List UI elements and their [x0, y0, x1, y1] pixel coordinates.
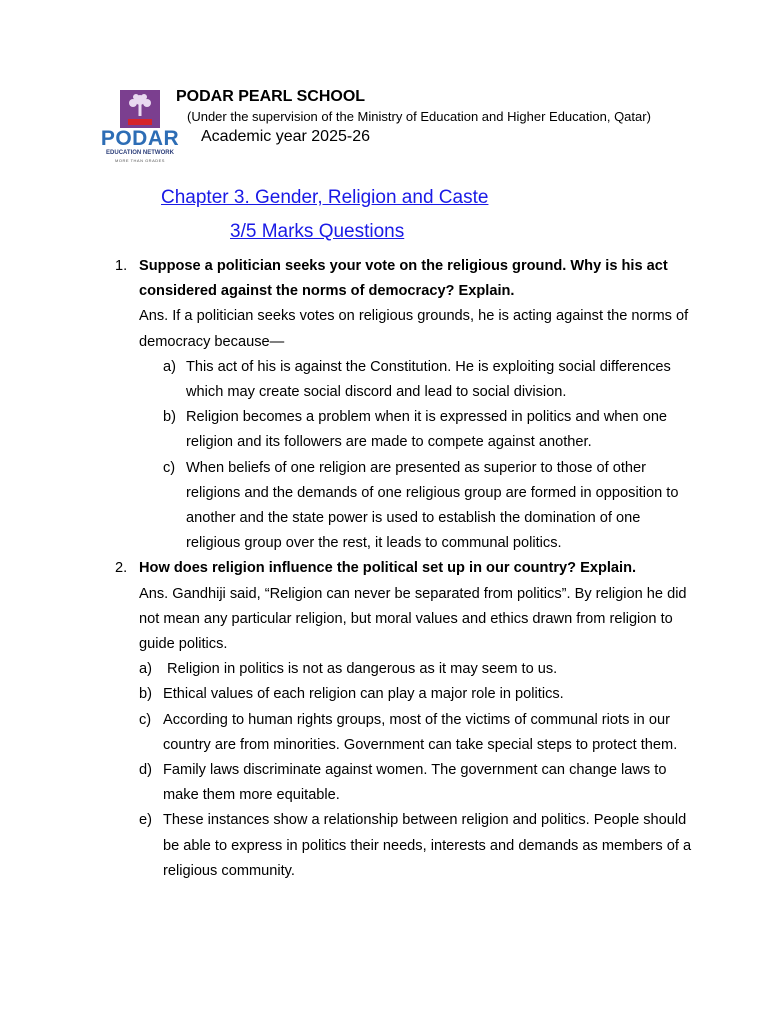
point-text: According to human rights groups, most of the victims of communal riots in our country are from minorities. Government can take special steps to protect them. — [163, 711, 678, 753]
point-text: Family laws discriminate against women. The government can change laws to make them more equitable. — [163, 762, 667, 804]
point-label: b) — [139, 686, 152, 703]
answer-point — [0, 758, 698, 808]
answer-text: Ans. Gandhiji said, “Religion can never be separated from politics”. By religion he did not mean any particular religion, but moral values and ethics drawn from religion to guide politics. — [139, 585, 687, 653]
point-text: When beliefs of one religion are presented as superior to those of other religions and the demands of one religious group are formed in opposition to another and the state power is used to establish the domination of one religious group over the rest, it leads to communal politics. — [186, 459, 679, 552]
academic-year: Academic year 2025-26 — [201, 128, 370, 145]
answer-text: Ans. If a politician seeks votes on religious grounds, he is acting against the norms of democracy because— — [139, 308, 689, 350]
tree-emblem-icon — [120, 90, 160, 128]
marks-title: 3/5 Marks Questions — [230, 221, 405, 242]
question-number: 1. — [115, 258, 128, 274]
logo-network-text: EDUCATION NETWORK — [106, 150, 174, 156]
question-text: Suppose a politician seeks your vote on the religious ground. Why is his act considered against the norms of democracy? Explain. — [139, 258, 668, 300]
chapter-title: Chapter 3. Gender, Religion and Caste — [161, 187, 489, 208]
point-label: e) — [139, 812, 152, 829]
supervision-note: (Under the supervision of the Ministry of Education and Higher Education, Qatar) — [187, 109, 651, 124]
point-text: This act of his is against the Constitution. He is exploiting social differences which may create social discord and lead to social division. — [186, 358, 671, 401]
point-label: d) — [139, 762, 152, 779]
point-label: c) — [139, 711, 152, 728]
answer-point — [0, 682, 698, 707]
logo-tagline: MORE THAN GRADES — [115, 158, 165, 163]
point-text: Ethical values of each religion can play a major role in politics. — [163, 686, 564, 703]
point-text: These instances show a relationship between religion and politics. People should be able to express in politics their needs, interests and demands as members of a religious community. — [163, 812, 692, 879]
answer-point — [0, 808, 698, 884]
point-label: a) — [163, 358, 176, 375]
question-number: 2. — [115, 560, 128, 577]
answer-point — [0, 657, 698, 682]
answer-point — [0, 355, 698, 405]
answer-point — [0, 708, 698, 758]
point-text: Religion in politics is not as dangerous as it may seem to us. — [163, 661, 558, 678]
point-label: a) — [139, 661, 152, 678]
point-label: b) — [163, 409, 176, 426]
answer-point — [0, 456, 698, 557]
school-name: PODAR PEARL SCHOOL — [176, 88, 366, 105]
point-text: Religion becomes a problem when it is expressed in politics and when one religion and its followers are made to compete against another. — [186, 409, 668, 451]
question-item — [0, 556, 699, 657]
answer-point — [0, 405, 698, 455]
questions-list — [0, 254, 768, 884]
question-item — [0, 254, 699, 355]
podar-logo — [92, 90, 188, 166]
point-label: c) — [163, 459, 176, 476]
question-text: How does religion influence the political set up in our country? Explain. — [139, 560, 637, 577]
logo-wordmark: PODAR — [100, 127, 180, 150]
